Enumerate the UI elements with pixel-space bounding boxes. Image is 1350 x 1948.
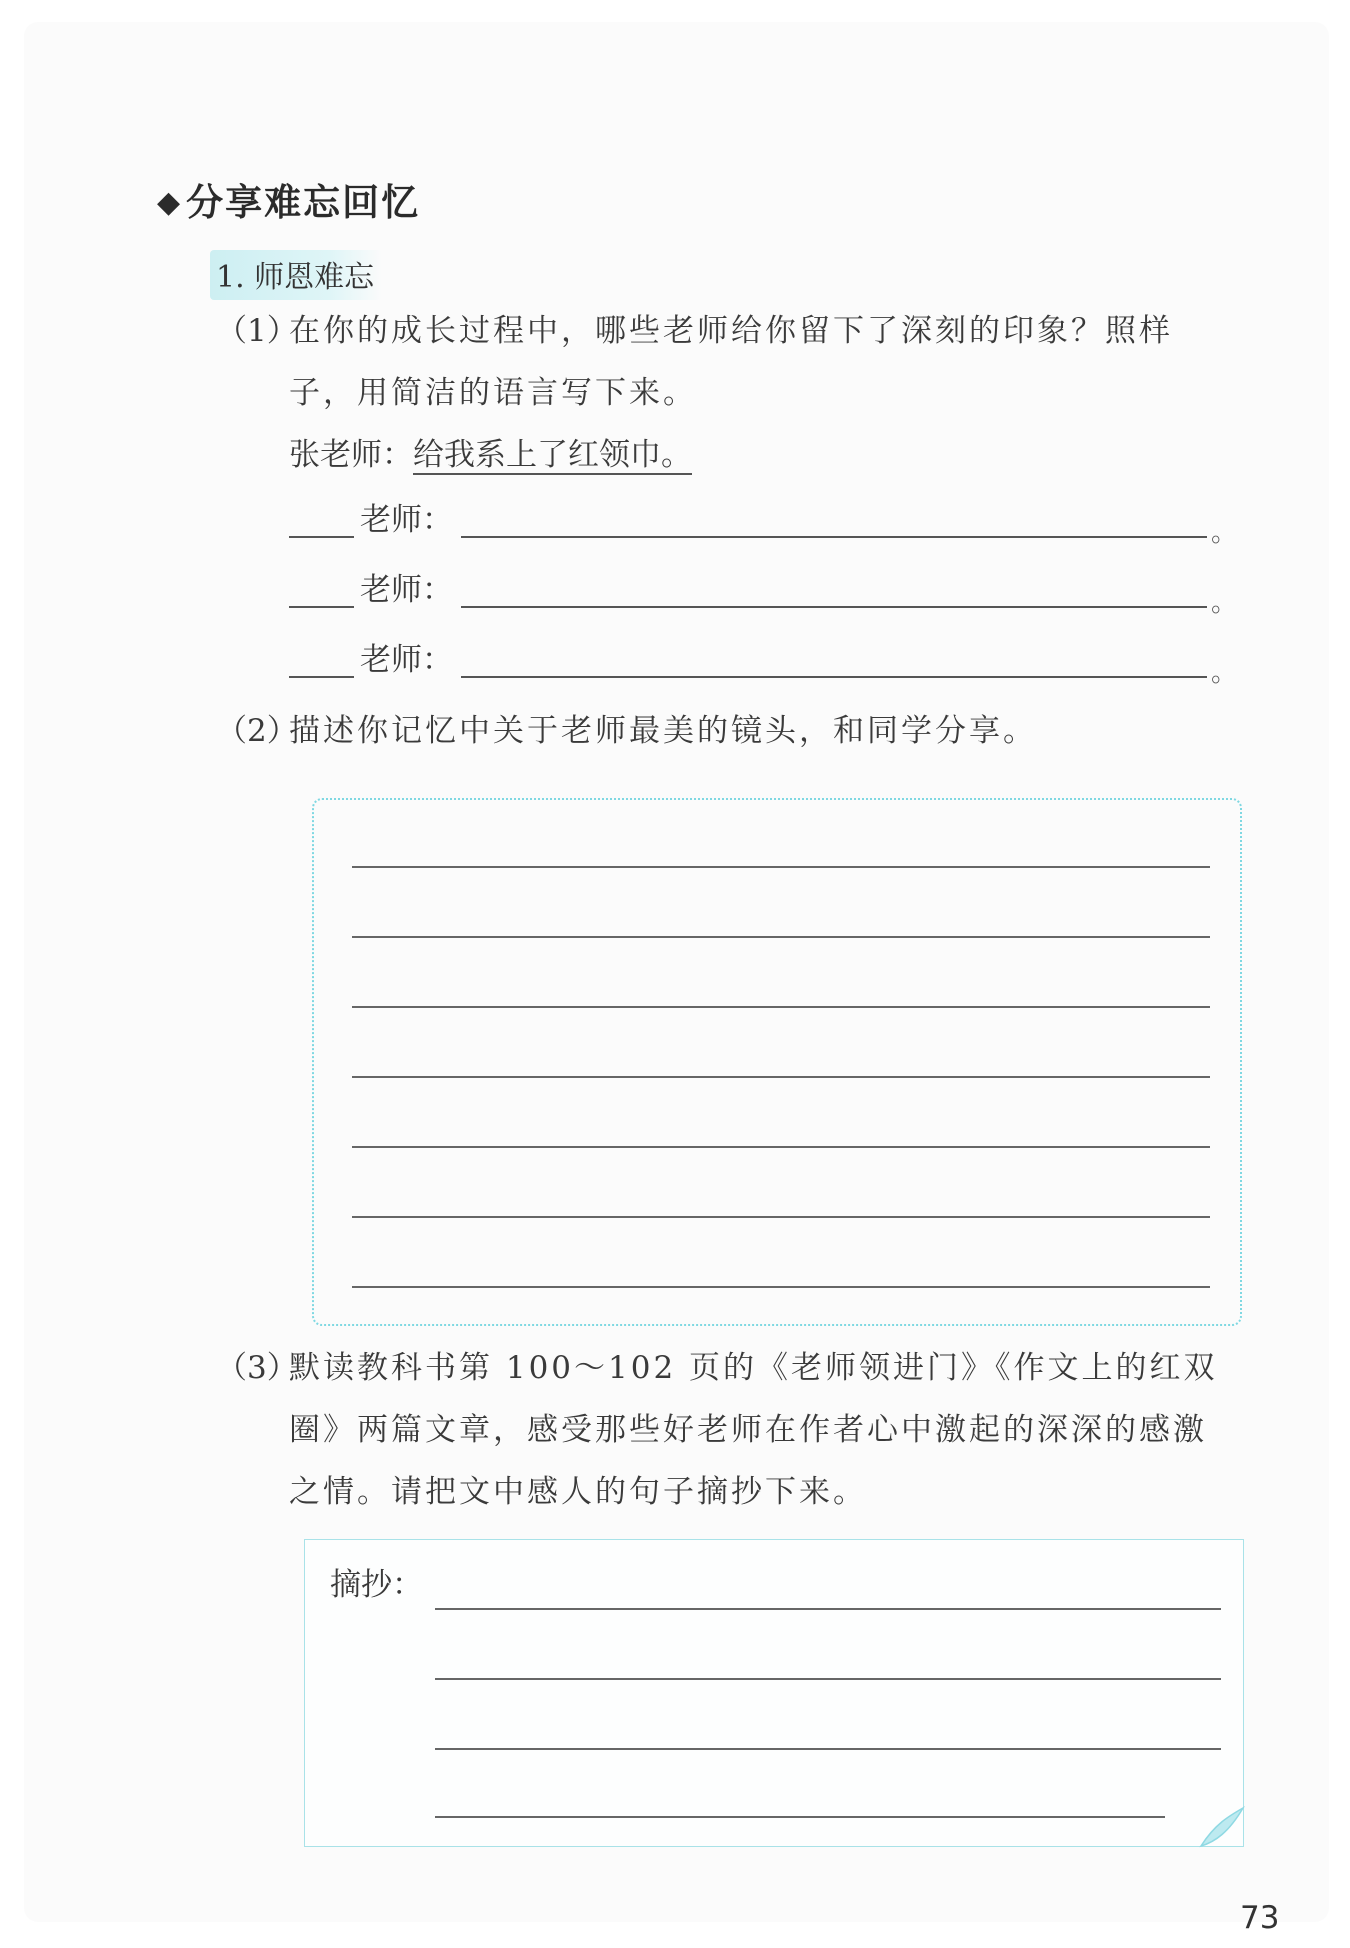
teacher-name-blank-1[interactable] <box>289 536 354 538</box>
copy-line-2[interactable] <box>435 1678 1221 1680</box>
writing-line-2[interactable] <box>352 936 1210 938</box>
writing-line-6[interactable] <box>352 1216 1210 1218</box>
period-2: 。 <box>1211 588 1238 618</box>
writing-line-1[interactable] <box>352 866 1210 868</box>
copy-line-4[interactable] <box>435 1816 1165 1818</box>
example-line <box>289 437 692 473</box>
section-title-text: 分享难忘回忆 <box>186 181 421 224</box>
page-curl-icon <box>1185 1802 1245 1848</box>
q3-text-line3: 之情。请把文中感人的句子摘抄下来。 <box>289 1474 867 1510</box>
page-number: 73 <box>1240 1900 1280 1936</box>
example-answer: 给我系上了红领巾。 <box>413 437 692 473</box>
q1-text-line1: 在你的成长过程中，哪些老师给你留下了深刻的印象？照样 <box>289 313 1173 349</box>
q1-number: （1） <box>216 313 298 349</box>
subtitle-badge: 1. 师恩难忘 <box>210 250 382 300</box>
writing-frame <box>312 798 1242 1326</box>
copy-label: 摘抄： <box>330 1567 423 1603</box>
writing-line-4[interactable] <box>352 1076 1210 1078</box>
writing-line-5[interactable] <box>352 1146 1210 1148</box>
q3-text-line1: 默读教科书第 100～102 页的《老师领进门》《作文上的红双 <box>289 1350 1218 1386</box>
copy-line-1[interactable] <box>435 1608 1221 1610</box>
teacher-label-2: 老师： <box>360 572 453 608</box>
teacher-label-3: 老师： <box>360 642 453 678</box>
workbook-page <box>24 22 1329 1936</box>
copy-line-3[interactable] <box>435 1748 1221 1750</box>
writing-line-7[interactable] <box>352 1286 1210 1288</box>
q2-number: （2） <box>216 713 298 749</box>
q2-text: 描述你记忆中关于老师最美的镜头，和同学分享。 <box>289 713 1037 749</box>
q1-text-line2: 子，用简洁的语言写下来。 <box>289 375 697 411</box>
teacher-name-blank-3[interactable] <box>289 676 354 678</box>
q3-number: （3） <box>216 1350 298 1386</box>
period-3: 。 <box>1211 658 1238 688</box>
teacher-answer-line-1[interactable] <box>461 536 1207 538</box>
example-label: 张老师： <box>289 437 413 473</box>
teacher-answer-line-2[interactable] <box>461 606 1207 608</box>
section-title <box>157 172 420 226</box>
period-1: 。 <box>1211 518 1238 548</box>
writing-line-3[interactable] <box>352 1006 1210 1008</box>
teacher-label-1: 老师： <box>360 502 453 538</box>
q3-text-line2: 圈》两篇文章，感受那些好老师在作者心中激起的深深的感激 <box>289 1412 1207 1448</box>
diamond-icon: ◆ <box>157 185 183 220</box>
teacher-answer-line-3[interactable] <box>461 676 1207 678</box>
teacher-name-blank-2[interactable] <box>289 606 354 608</box>
copy-box <box>304 1539 1244 1847</box>
